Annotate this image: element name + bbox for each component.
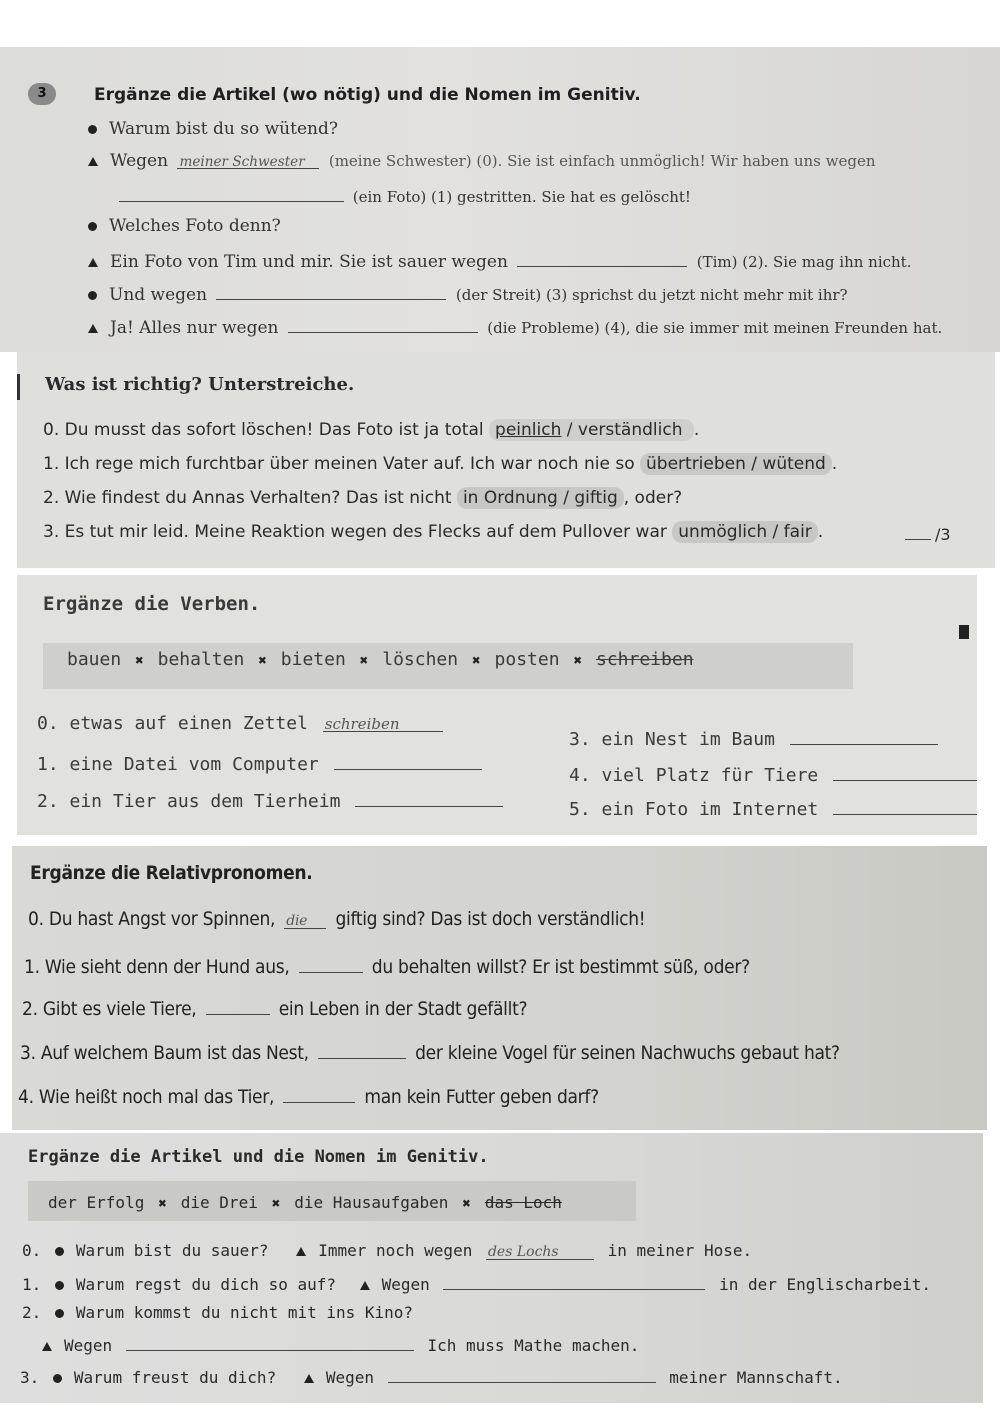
cross-icon: ✖ bbox=[158, 1196, 167, 1212]
word-item-crossed: schreiben bbox=[596, 649, 694, 670]
answer-blank[interactable] bbox=[318, 1038, 406, 1059]
verb-item-4: 4. viel Platz für Tiere bbox=[569, 761, 977, 786]
dialogue-line-3: (ein Foto) (1) gestritten. Sie hat es gelöscht! bbox=[115, 185, 691, 206]
exercise-title: Ergänze die Relativpronomen. bbox=[30, 862, 313, 884]
answer-blank[interactable] bbox=[833, 761, 977, 781]
dialogue-line-1: Warum bist du so wütend? bbox=[88, 119, 338, 139]
row-0: 0. Warum bist du sauer? Immer noch wegen des Lochs in meiner Hose. bbox=[22, 1241, 753, 1260]
triangle-bullet-icon bbox=[88, 324, 98, 333]
dialogue-line-7: Ja! Alles nur wegen (die Probleme) (4), die sie immer mit meinen Freunden hat. bbox=[88, 314, 942, 338]
sentence-0: 0. Du musst das sofort löschen! Das Foto ist ja total peinlich / verständlich . bbox=[43, 420, 700, 440]
answer-blank[interactable] bbox=[355, 787, 503, 807]
answer-blank-2[interactable] bbox=[517, 248, 687, 267]
cross-icon: ✖ bbox=[573, 653, 582, 669]
answer-blank[interactable]: des Lochs bbox=[486, 1244, 594, 1260]
option-underlined[interactable]: peinlich bbox=[495, 420, 562, 440]
word-bank bbox=[48, 1193, 562, 1212]
dialogue-line-2: Wegen meiner Schwester (meine Schwester) (0). Sie ist einfach unmöglich! Wir haben uns wegen bbox=[88, 151, 876, 171]
dialogue-line-4: Welches Foto denn? bbox=[88, 216, 281, 236]
sentence-4: 4. Wie heißt noch mal das Tier, man kein Futter geben darf? bbox=[18, 1082, 599, 1108]
word-item: bauen bbox=[67, 649, 122, 670]
verb-item-3: 3. ein Nest im Baum bbox=[569, 725, 942, 750]
triangle-bullet-icon bbox=[304, 1374, 314, 1383]
row-3: 3. Warum freust du dich? Wegen meiner Mannschaft. bbox=[20, 1365, 843, 1387]
answer-blank[interactable] bbox=[833, 795, 977, 815]
exercise-title: Was ist richtig? Unterstreiche. bbox=[45, 374, 355, 395]
dialogue-line-5: Ein Foto von Tim und mir. Sie ist sauer wegen (Tim) (2). Sie mag ihn nicht. bbox=[88, 248, 911, 272]
word-item-crossed: das Loch bbox=[484, 1193, 562, 1212]
word-item: posten bbox=[494, 649, 560, 670]
option-pair[interactable]: übertrieben / wütend bbox=[640, 453, 832, 475]
word-item: die Hausaufgaben bbox=[294, 1193, 449, 1212]
verb-item-2: 2. ein Tier aus dem Tierheim bbox=[37, 787, 507, 812]
bullet-dot-icon bbox=[53, 1374, 62, 1383]
sentence-3: 3. Auf welchem Baum ist das Nest, der kleine Vogel für seinen Nachwuchs gebaut hat? bbox=[20, 1038, 840, 1064]
answer-blank[interactable] bbox=[388, 1365, 656, 1383]
sentence-3: 3. Es tut mir leid. Meine Reaktion wegen des Flecks auf dem Pullover war unmöglich / fair . bbox=[43, 522, 824, 542]
row-1: 1. Warum regst du dich so auf? Wegen in der Englischarbeit. bbox=[22, 1272, 931, 1294]
row-2-answer: Wegen Ich muss Mathe machen. bbox=[42, 1333, 639, 1355]
exercise-underline-correct bbox=[17, 352, 995, 568]
cross-icon: ✖ bbox=[359, 653, 369, 669]
exercise-relative-pronouns bbox=[12, 846, 987, 1130]
answer-blank[interactable]: schreiben bbox=[323, 715, 443, 732]
triangle-bullet-icon bbox=[88, 157, 98, 166]
bullet-dot-icon bbox=[55, 1247, 64, 1256]
answer-blank-3[interactable] bbox=[216, 281, 446, 300]
exercise-number-badge: 3 bbox=[28, 83, 56, 105]
exercise-verbs bbox=[17, 575, 977, 835]
row-2: 2. Warum kommst du nicht mit ins Kino? bbox=[22, 1303, 414, 1322]
cross-icon: ✖ bbox=[258, 653, 267, 669]
score-field: /3 bbox=[901, 522, 951, 544]
verb-item-0: 0. etwas auf einen Zettel schreiben bbox=[37, 713, 447, 734]
verb-item-5: 5. ein Foto im Internet bbox=[569, 795, 977, 820]
sentence-1: 1. Ich rege mich furchtbar über meinen Vater auf. Ich war noch nie so übertrieben / wütend . bbox=[43, 454, 838, 474]
sentence-2: 2. Wie findest du Annas Verhalten? Das ist nicht in Ordnung / giftig , oder? bbox=[43, 488, 683, 508]
answer-blank[interactable] bbox=[443, 1272, 705, 1290]
word-item: löschen bbox=[382, 649, 459, 670]
exercise-title: Ergänze die Artikel (wo nötig) und die Nomen im Genitiv. bbox=[94, 85, 641, 105]
word-item: behalten bbox=[157, 649, 245, 670]
answer-blank[interactable] bbox=[126, 1333, 414, 1351]
cross-icon: ✖ bbox=[271, 1196, 281, 1212]
bullet-dot-icon bbox=[88, 291, 97, 300]
triangle-bullet-icon bbox=[360, 1281, 370, 1290]
sentence-1: 1. Wie sieht denn der Hund aus, du behalten willst? Er ist bestimmt süß, oder? bbox=[24, 952, 750, 978]
bullet-dot-icon bbox=[88, 125, 97, 134]
word-bank bbox=[67, 649, 694, 670]
sentence-0: 0. Du hast Angst vor Spinnen, die giftig sind? Das ist doch verständlich! bbox=[28, 908, 646, 930]
cross-icon: ✖ bbox=[462, 1196, 471, 1212]
bullet-dot-icon bbox=[55, 1309, 64, 1318]
exercise-title: Ergänze die Verben. bbox=[43, 593, 261, 615]
answer-blank[interactable] bbox=[299, 952, 363, 973]
bullet-dot-icon bbox=[88, 222, 97, 231]
exercise-genitive-articles bbox=[0, 1133, 983, 1403]
word-item: bieten bbox=[280, 649, 346, 670]
triangle-bullet-icon bbox=[296, 1247, 306, 1256]
word-item: der Erfolg bbox=[48, 1193, 145, 1212]
option[interactable]: / verständlich bbox=[566, 420, 683, 440]
bullet-dot-icon bbox=[55, 1281, 64, 1290]
answer-blank[interactable] bbox=[283, 1082, 355, 1103]
cross-icon: ✖ bbox=[472, 653, 481, 669]
triangle-bullet-icon bbox=[88, 258, 98, 267]
sentence-2: 2. Gibt es viele Tiere, ein Leben in der Stadt gefällt? bbox=[22, 994, 527, 1020]
score-blank[interactable] bbox=[905, 522, 931, 540]
section-marker bbox=[17, 374, 20, 400]
exercise-genitive-dialogue bbox=[0, 47, 1000, 352]
option-pair[interactable]: in Ordnung / giftig bbox=[457, 487, 624, 509]
word-item: die Drei bbox=[180, 1193, 258, 1212]
answer-blank-1[interactable] bbox=[119, 185, 344, 202]
answer-blank-4[interactable] bbox=[288, 314, 478, 333]
option-pair[interactable]: unmöglich / fair bbox=[672, 521, 818, 543]
answer-blank[interactable] bbox=[334, 750, 482, 770]
answer-blank[interactable] bbox=[206, 994, 270, 1015]
answer-blank-0[interactable]: meiner Schwester bbox=[177, 154, 319, 169]
exercise-title: Ergänze die Artikel und die Nomen im Genitiv. bbox=[28, 1147, 489, 1167]
cross-icon: ✖ bbox=[135, 653, 144, 669]
corner-mark bbox=[959, 625, 969, 639]
answer-blank[interactable]: die bbox=[284, 913, 326, 929]
answer-blank[interactable] bbox=[790, 725, 938, 745]
verb-item-1: 1. eine Datei vom Computer bbox=[37, 750, 486, 775]
dialogue-line-6: Und wegen (der Streit) (3) sprichst du jetzt nicht mehr mit ihr? bbox=[88, 281, 848, 305]
triangle-bullet-icon bbox=[42, 1342, 52, 1351]
